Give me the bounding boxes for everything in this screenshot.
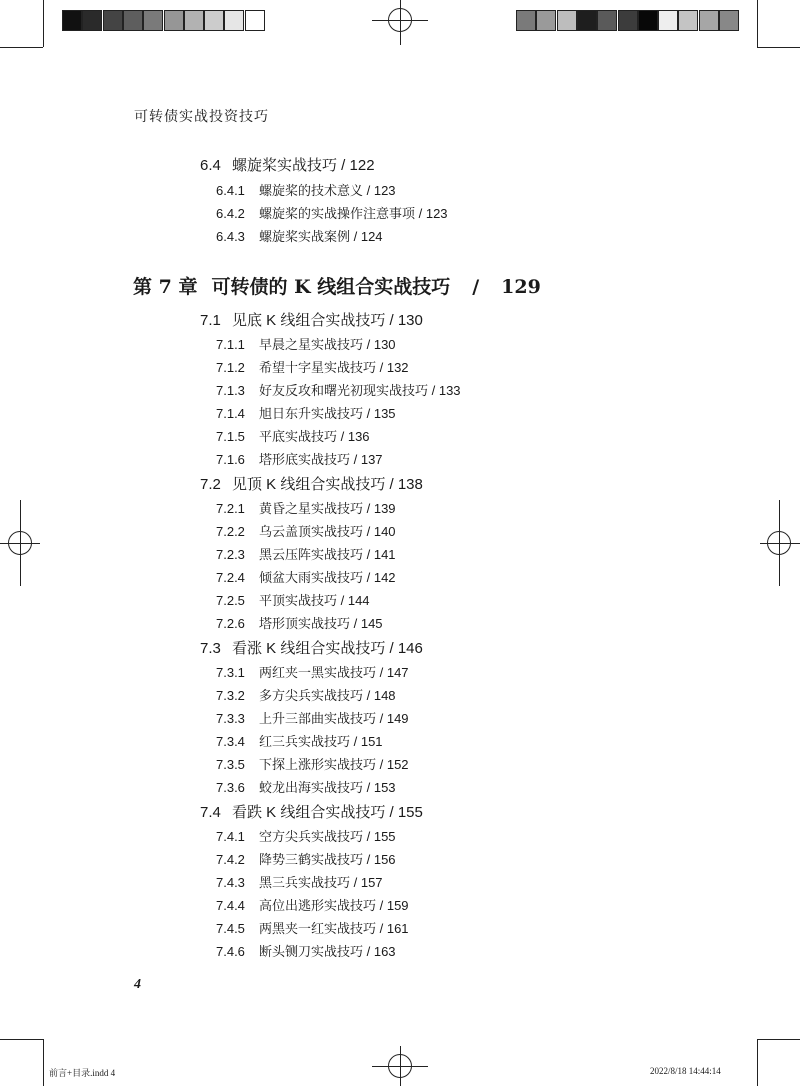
section-title: 见顶 K 线组合实战技巧 / 138 <box>232 476 423 493</box>
color-swatch <box>577 10 597 31</box>
item-title: 蛟龙出海实战技巧 / 153 <box>259 780 396 795</box>
item-title: 平底实战技巧 / 136 <box>259 429 370 444</box>
section-number: 7.1 <box>200 312 221 329</box>
item-title: 倾盆大雨实战技巧 / 142 <box>259 570 396 585</box>
chapter-label: 第 7 章 <box>133 276 198 298</box>
color-swatch <box>245 10 265 31</box>
item-number: 7.1.2 <box>216 360 245 375</box>
color-swatch <box>678 10 698 31</box>
toc-item-7-1-4 <box>216 403 396 422</box>
color-swatch <box>82 10 102 31</box>
item-title: 黑云压阵实战技巧 / 141 <box>259 547 396 562</box>
item-number: 7.2.1 <box>216 501 245 516</box>
item-number: 7.1.5 <box>216 429 245 444</box>
item-title: 塔形顶实战技巧 / 145 <box>259 616 383 631</box>
toc-item-7-2-3 <box>216 544 396 563</box>
item-number: 7.3.4 <box>216 734 245 749</box>
toc-item-6-4-1 <box>216 180 396 199</box>
item-title: 螺旋桨的技术意义 / 123 <box>259 183 396 198</box>
item-title: 降势三鹤实战技巧 / 156 <box>259 852 396 867</box>
toc-item-7-1-3 <box>216 380 461 399</box>
item-number: 7.2.6 <box>216 616 245 631</box>
toc-item-7-2-1 <box>216 498 396 517</box>
item-title: 两黑夹一红实战技巧 / 161 <box>259 921 409 936</box>
toc-item-7-4-3 <box>216 872 383 891</box>
color-swatch <box>719 10 739 31</box>
item-number: 7.1.3 <box>216 383 245 398</box>
item-title: 空方尖兵实战技巧 / 155 <box>259 829 396 844</box>
toc-section-7-1 <box>200 309 423 330</box>
color-swatch <box>536 10 556 31</box>
color-swatch <box>557 10 577 31</box>
color-swatch <box>184 10 204 31</box>
toc-item-7-4-6 <box>216 941 396 960</box>
section-title: 螺旋桨实战技巧 / 122 <box>232 157 375 174</box>
item-number: 7.4.6 <box>216 944 245 959</box>
item-number: 7.2.5 <box>216 593 245 608</box>
toc-item-6-4-3 <box>216 226 383 245</box>
color-swatch <box>618 10 638 31</box>
toc-section-7-3 <box>200 637 423 658</box>
item-number: 7.2.4 <box>216 570 245 585</box>
item-title: 塔形底实战技巧 / 137 <box>259 452 383 467</box>
color-swatch <box>143 10 163 31</box>
toc-item-7-4-2 <box>216 849 396 868</box>
chapter-title: 可转债的 K 线组合实战技巧 <box>211 276 451 298</box>
item-title: 早晨之星实战技巧 / 130 <box>259 337 396 352</box>
toc-item-7-3-6 <box>216 777 396 796</box>
toc-item-7-3-1 <box>216 662 409 681</box>
toc-item-7-2-4 <box>216 567 396 586</box>
registration-circle <box>388 8 412 32</box>
section-title: 见底 K 线组合实战技巧 / 130 <box>232 312 423 329</box>
section-number: 7.3 <box>200 640 221 657</box>
registration-circle <box>8 531 32 555</box>
section-number: 7.2 <box>200 476 221 493</box>
color-swatch <box>597 10 617 31</box>
color-swatch <box>123 10 143 31</box>
item-number: 7.4.2 <box>216 852 245 867</box>
section-number: 6.4 <box>200 157 221 174</box>
item-number: 7.1.6 <box>216 452 245 467</box>
color-swatch <box>103 10 123 31</box>
color-swatch <box>204 10 224 31</box>
toc-item-7-3-2 <box>216 685 396 704</box>
item-title: 螺旋桨的实战操作注意事项 / 123 <box>259 206 448 221</box>
chapter-heading <box>133 272 541 299</box>
item-title: 多方尖兵实战技巧 / 148 <box>259 688 396 703</box>
item-title: 旭日东升实战技巧 / 135 <box>259 406 396 421</box>
item-title: 希望十字星实战技巧 / 132 <box>259 360 409 375</box>
item-title: 黄昏之星实战技巧 / 139 <box>259 501 396 516</box>
toc-item-7-3-3 <box>216 708 409 727</box>
color-swatch <box>62 10 82 31</box>
crop-mark <box>757 47 800 48</box>
item-title: 黑三兵实战技巧 / 157 <box>259 875 383 890</box>
color-swatch <box>699 10 719 31</box>
item-title: 红三兵实战技巧 / 151 <box>259 734 383 749</box>
chapter-page: 129 <box>501 276 541 298</box>
item-title: 平顶实战技巧 / 144 <box>259 593 370 608</box>
item-title: 两红夹一黑实战技巧 / 147 <box>259 665 409 680</box>
section-title: 看涨 K 线组合实战技巧 / 146 <box>232 640 423 657</box>
crop-mark <box>43 1039 44 1086</box>
toc-section-7-4 <box>200 801 423 822</box>
slug-timestamp: 2022/8/18 14:44:14 <box>650 1066 721 1076</box>
item-number: 6.4.3 <box>216 229 245 244</box>
item-title: 高位出逃形实战技巧 / 159 <box>259 898 409 913</box>
item-title: 下探上涨形实战技巧 / 152 <box>259 757 409 772</box>
toc-item-7-4-4 <box>216 895 409 914</box>
item-title: 好友反攻和曙光初现实战技巧 / 133 <box>259 383 461 398</box>
item-number: 7.2.3 <box>216 547 245 562</box>
toc-item-7-2-6 <box>216 613 383 632</box>
toc-item-7-2-5 <box>216 590 370 609</box>
chapter-separator: / <box>472 276 480 298</box>
item-number: 7.3.2 <box>216 688 245 703</box>
toc-item-6-4-2 <box>216 203 448 222</box>
page-number: 4 <box>134 977 141 992</box>
crop-mark <box>757 1039 758 1086</box>
toc-item-7-4-1 <box>216 826 396 845</box>
item-number: 7.1.4 <box>216 406 245 421</box>
item-number: 7.3.6 <box>216 780 245 795</box>
item-number: 7.1.1 <box>216 337 245 352</box>
registration-circle <box>388 1054 412 1078</box>
item-number: 7.4.5 <box>216 921 245 936</box>
registration-circle <box>767 531 791 555</box>
item-number: 7.2.2 <box>216 524 245 539</box>
item-number: 7.4.1 <box>216 829 245 844</box>
crop-mark <box>757 1039 800 1040</box>
toc-item-7-1-2 <box>216 357 409 376</box>
item-title: 上升三部曲实战技巧 / 149 <box>259 711 409 726</box>
item-number: 6.4.2 <box>216 206 245 221</box>
toc-item-7-1-1 <box>216 334 396 353</box>
toc-section-6-4 <box>200 154 375 175</box>
color-swatch <box>164 10 184 31</box>
crop-mark <box>43 0 44 47</box>
item-number: 7.4.3 <box>216 875 245 890</box>
item-number: 7.3.3 <box>216 711 245 726</box>
color-swatch <box>516 10 536 31</box>
toc-item-7-1-5 <box>216 426 370 445</box>
color-swatch <box>638 10 658 31</box>
toc-item-7-1-6 <box>216 449 383 468</box>
item-title: 断头铡刀实战技巧 / 163 <box>259 944 396 959</box>
slug-filename: 前言+目录.indd 4 <box>49 1068 116 1078</box>
toc-item-7-3-4 <box>216 731 383 750</box>
item-title: 螺旋桨实战案例 / 124 <box>259 229 383 244</box>
item-number: 7.3.5 <box>216 757 245 772</box>
item-number: 7.3.1 <box>216 665 245 680</box>
toc-item-7-2-2 <box>216 521 396 540</box>
running-header: 可转债实战投资技巧 <box>134 108 269 124</box>
section-number: 7.4 <box>200 804 221 821</box>
item-number: 7.4.4 <box>216 898 245 913</box>
toc-item-7-3-5 <box>216 754 409 773</box>
section-title: 看跌 K 线组合实战技巧 / 155 <box>232 804 423 821</box>
color-swatch <box>224 10 244 31</box>
item-title: 乌云盖顶实战技巧 / 140 <box>259 524 396 539</box>
crop-mark <box>757 0 758 47</box>
crop-mark <box>0 1039 43 1040</box>
item-number: 6.4.1 <box>216 183 245 198</box>
crop-mark <box>0 47 43 48</box>
color-swatch <box>658 10 678 31</box>
toc-section-7-2 <box>200 473 423 494</box>
toc-item-7-4-5 <box>216 918 409 937</box>
